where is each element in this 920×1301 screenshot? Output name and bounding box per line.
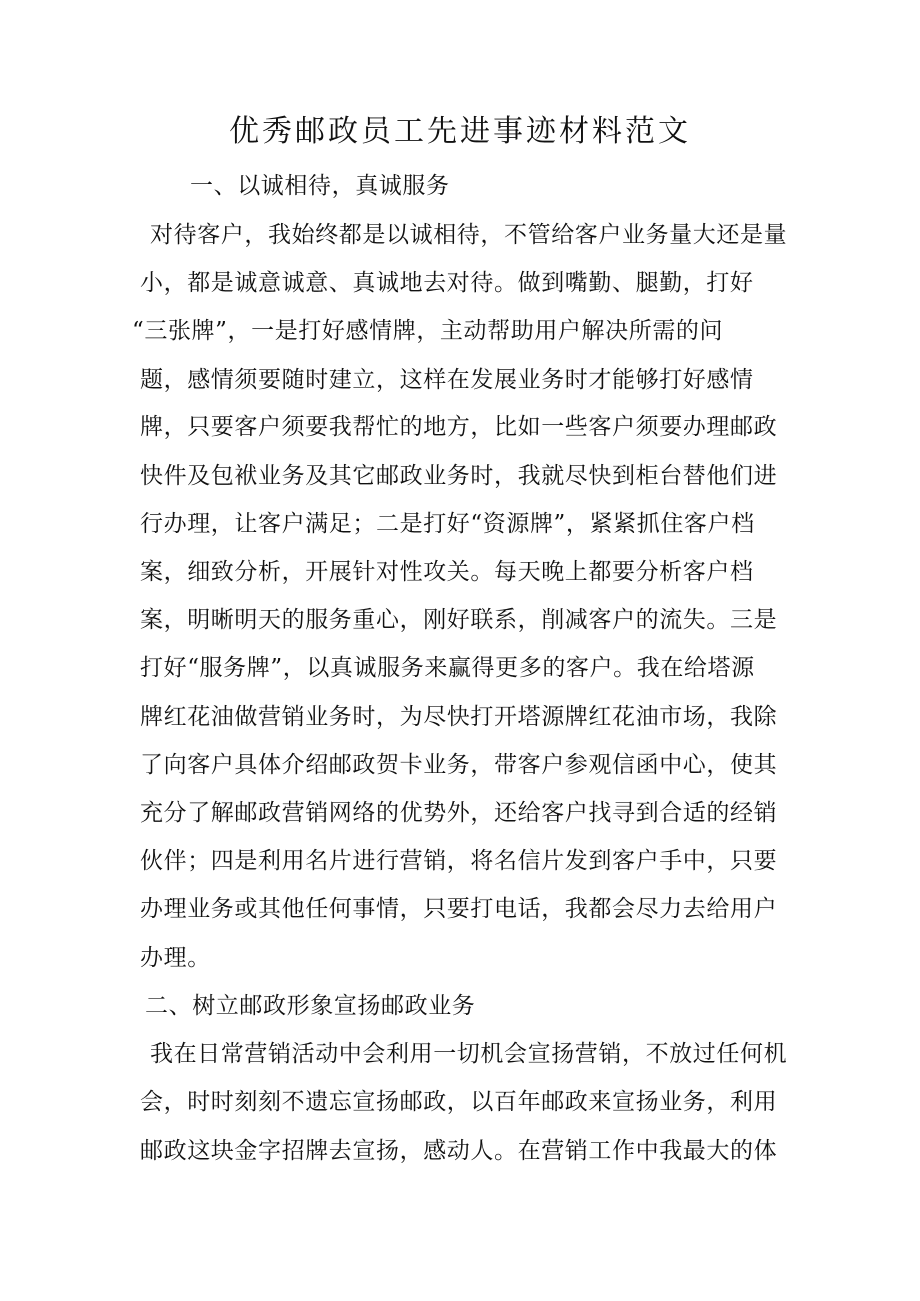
paragraph-line: 打好“服务牌”，以真诚服务来赢得更多的客户。我在给塔源	[140, 655, 755, 681]
section-heading-1: 一、以诚相待，真诚服务	[190, 173, 450, 199]
document-title: 优秀邮政员工先进事迹材料范文	[229, 114, 691, 149]
paragraph-line: 牌红花油做营销业务时，为尽快打开塔源牌红花油市场，我除	[140, 704, 778, 730]
paragraph-line: 办理。	[140, 945, 211, 971]
section-heading-2: 二、树立邮政形象宣扬邮政业务	[145, 993, 476, 1019]
paragraph-line: 了向客户具体介绍邮政贺卡业务，带客户参观信函中心，使其	[140, 752, 778, 778]
paragraph-line: 会，时时刻刻不遗忘宣扬邮政，以百年邮政来宣扬业务，利用	[140, 1089, 778, 1115]
paragraph-line: 案，细致分析，开展针对性攻关。每天晚上都要分析客户档	[140, 559, 754, 585]
paragraph-line: 案，明晰明天的服务重心，刚好联系，削减客户的流失。三是	[140, 607, 778, 633]
paragraph-line: “三张牌”，一是打好感情牌，主动帮助用户解决所需的问	[132, 318, 724, 344]
paragraph-line: 小，都是诚意诚意、真诚地去对待。做到嘴勤、腿勤，打好	[140, 270, 754, 296]
paragraph-line: 牌，只要客户须要我帮忙的地方，比如一些客户须要办理邮政	[140, 414, 778, 440]
paragraph-line: 我在日常营销活动中会利用一切机会宣扬营销，不放过任何机	[150, 1041, 788, 1067]
paragraph-line: 充分了解邮政营销网络的优势外，还给客户找寻到合适的经销	[140, 800, 778, 826]
paragraph-line: 办理业务或其他任何事情，只要打电话，我都会尽力去给用户	[140, 896, 778, 922]
paragraph-line: 邮政这块金字招牌去宣扬，感动人。在营销工作中我最大的体	[140, 1138, 778, 1164]
paragraph-line: 对待客户，我始终都是以诚相待，不管给客户业务量大还是量	[150, 222, 788, 248]
paragraph-line: 伙伴；四是利用名片进行营销，将名信片发到客户手中，只要	[140, 848, 778, 874]
paragraph-line: 行办理，让客户满足；二是打好“资源牌”，紧紧抓住客户档	[140, 511, 755, 537]
paragraph-line: 题，感情须要随时建立，这样在发展业务时才能够打好感情	[140, 367, 754, 393]
paragraph-line: 快件及包袱业务及其它邮政业务时，我就尽快到柜台替他们进	[140, 463, 778, 489]
